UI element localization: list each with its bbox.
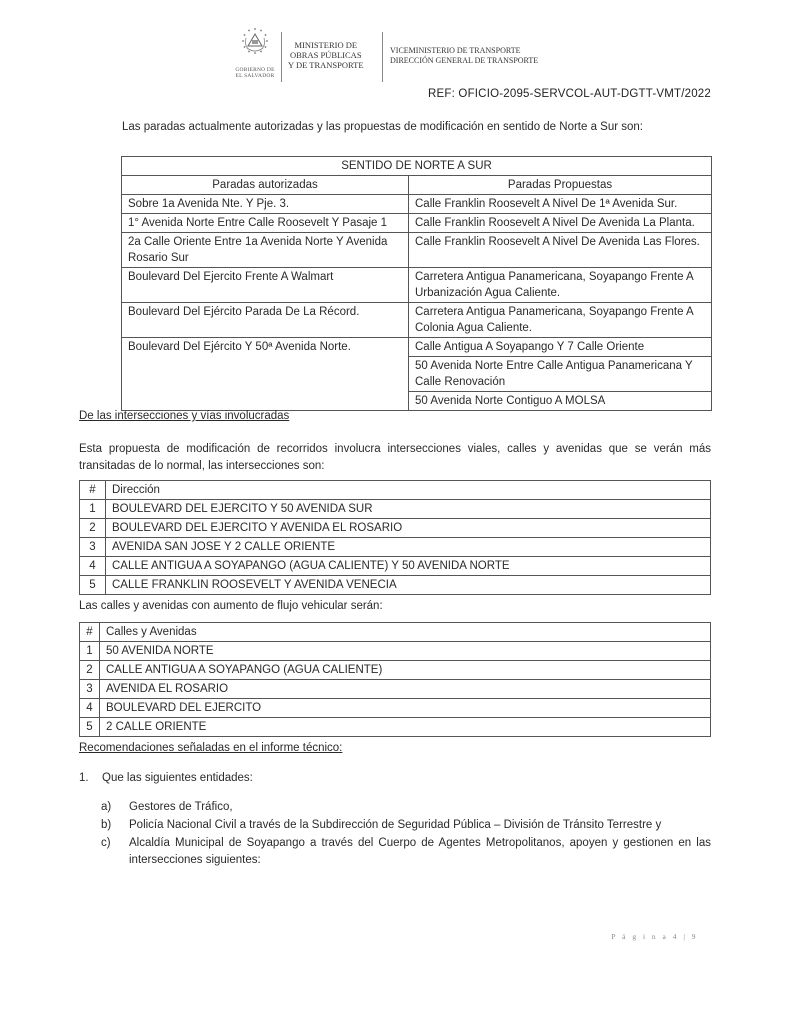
table-row: 2 CALLE ANTIGUA A SOYAPANGO (AGUA CALIENTE): [80, 661, 711, 680]
column-header: #: [80, 481, 106, 500]
list-item-text: Gestores de Tráfico,: [129, 801, 233, 813]
table-row: 3 AVENIDA EL ROSARIO: [80, 680, 711, 699]
column-header: #: [80, 623, 100, 642]
intersections-table: [79, 480, 711, 595]
table-row: Boulevard Del Ejército Y 50ª Avenida Norte. Calle Antigua A Soyapango Y 7 Calle Oriente: [122, 338, 712, 357]
table-row: 3 AVENIDA SAN JOSE Y 2 CALLE ORIENTE: [80, 538, 711, 557]
list-item: [101, 835, 711, 869]
table-row: 50 Avenida Norte Entre Calle Antigua Panamericana Y Calle Renovación: [122, 357, 712, 392]
table-row: 5 2 CALLE ORIENTE: [80, 718, 711, 737]
list-item: [79, 772, 253, 784]
column-header: Calles y Avenidas: [100, 623, 711, 642]
table-row: 1 50 AVENIDA NORTE: [80, 642, 711, 661]
government-seal: [226, 24, 284, 86]
column-header: Dirección: [106, 481, 711, 500]
list-item: [101, 799, 711, 816]
paragraph: Esta propuesta de modificación de recorridos involucra intersecciones viales, calles y avenidas que se verán más transitadas de lo normal, las intersecciones son:: [79, 443, 711, 472]
table-row: 50 Avenida Norte Contiguo A MOLSA: [122, 392, 712, 411]
vice-ministry-name: VICEMINISTERIO DE TRANSPORTE DIRECCIÓN GENERAL DE TRANSPORTE: [390, 46, 539, 65]
table-row: 4 BOULEVARD DEL EJERCITO: [80, 699, 711, 718]
table-row: Boulevard Del Ejército Parada De La Récord. Carretera Antigua Panamericana, Soyapango Frente A Colonia Agua Caliente.: [122, 303, 712, 338]
intro-paragraph: Las paradas actualmente autorizadas y las propuestas de modificación en sentido de Norte a Sur son:: [122, 121, 644, 133]
table-row: 1 BOULEVARD DEL EJERCITO Y 50 AVENIDA SUR: [80, 500, 711, 519]
coat-of-arms-icon: [234, 26, 276, 66]
list-marker: a): [101, 801, 112, 813]
table-row: 2a Calle Oriente Entre 1a Avenida Norte Y Avenida Rosario Sur Calle Franklin Roosevelt A Nivel De Avenida Las Flores.: [122, 233, 712, 268]
list-item: [101, 817, 711, 834]
header-divider: [382, 32, 383, 82]
streets-table: [79, 622, 711, 737]
list-item-text: Alcaldía Municipal de Soyapango a través del Cuerpo de Agentes Metropolitanos, apoyen y gestionen en las intersecciones siguientes:: [129, 837, 711, 866]
column-header: Paradas autorizadas: [122, 176, 409, 195]
sub-list: [101, 799, 711, 870]
list-item-text: Policía Nacional Civil a través de la Subdirección de Seguridad Pública – División de Tránsito Terrestre y: [129, 819, 662, 831]
list-item-text: Que las siguientes entidades:: [102, 772, 253, 784]
table-title: SENTIDO DE NORTE A SUR: [122, 157, 712, 176]
list-marker: 1.: [79, 772, 89, 784]
government-name: GOBIERNO DE EL SALVADOR: [235, 67, 275, 79]
section-heading: Recomendaciones señaladas en el informe técnico:: [79, 742, 343, 754]
table-row: Sobre 1a Avenida Nte. Y Pje. 3. Calle Franklin Roosevelt A Nivel De 1ª Avenida Sur.: [122, 195, 712, 214]
table-row: 4 CALLE ANTIGUA A SOYAPANGO (AGUA CALIENTE) Y 50 AVENIDA NORTE: [80, 557, 711, 576]
letterhead: [226, 24, 566, 86]
table-row: 1° Avenida Norte Entre Calle Roosevelt Y Pasaje 1 Calle Franklin Roosevelt A Nivel De Avenida La Planta.: [122, 214, 712, 233]
section-heading: De las intersecciones y vías involucradas: [79, 410, 290, 422]
list-marker: b): [101, 819, 112, 831]
list-marker: c): [101, 837, 111, 849]
paragraph: Las calles y avenidas con aumento de flujo vehicular serán:: [79, 600, 383, 612]
table-row: 2 BOULEVARD DEL EJERCITO Y AVENIDA EL ROSARIO: [80, 519, 711, 538]
stops-table: [121, 156, 712, 411]
page-number: P á g i n a 4 | 9: [611, 932, 698, 941]
ministry-name: MINISTERIO DE OBRAS PÚBLICAS Y DE TRANSPORTE: [288, 40, 364, 70]
table-row: 5 CALLE FRANKLIN ROOSEVELT Y AVENIDA VENECIA: [80, 576, 711, 595]
table-row: Boulevard Del Ejercito Frente A Walmart Carretera Antigua Panamericana, Soyapango Frente A Urbanización Agua Caliente.: [122, 268, 712, 303]
column-header: Paradas Propuestas: [409, 176, 712, 195]
header-divider: [281, 32, 282, 82]
document-reference: REF: OFICIO-2095-SERVCOL-AUT-DGTT-VMT/2022: [428, 88, 711, 100]
